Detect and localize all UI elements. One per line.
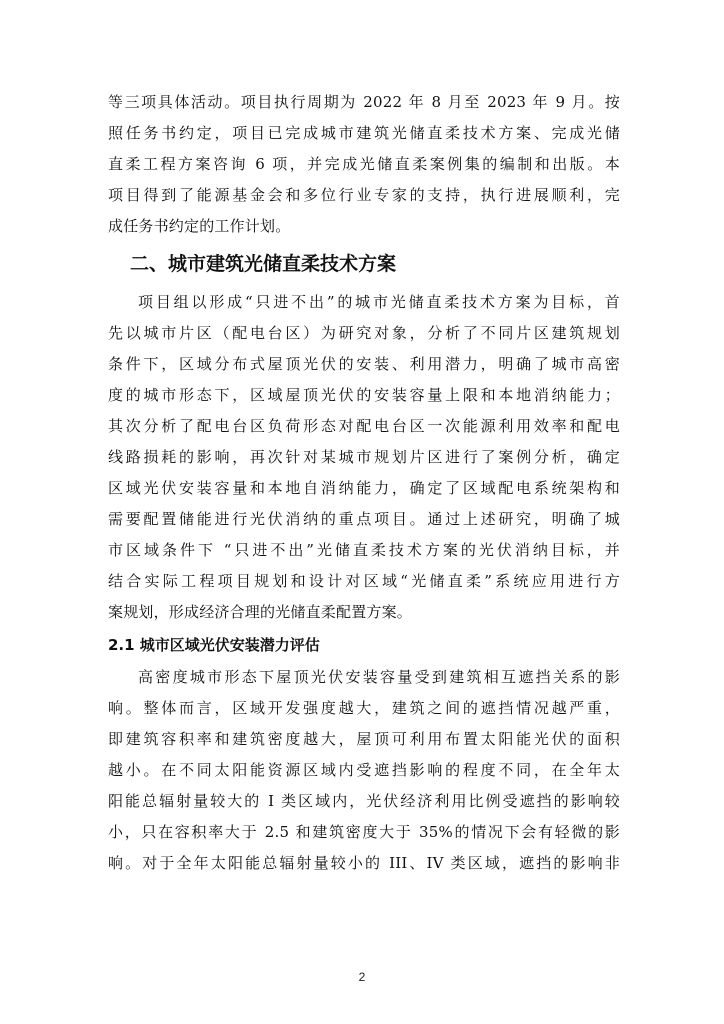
subsection-heading: 2.1 城市区域光伏安装潜力评估 — [108, 636, 320, 654]
paragraph-line: 高密度城市形态下屋顶光伏安装容量受到建筑相互遮挡关系的影 — [138, 668, 620, 686]
page-body — [108, 88, 620, 880]
paragraph-line: 需要配置储能进行光伏消纳的重点项目。通过上述研究，明确了城 — [108, 510, 620, 528]
section-two-paragraph — [108, 288, 620, 626]
paragraph-line: 阳能总辐射量较大的 I 类区域内，光伏经济利用比例受遮挡的影响较 — [108, 792, 620, 810]
paragraph-line: 响。整体而言，区域开发强度越大，建筑之间的遮挡情况越严重， — [108, 699, 620, 717]
subsection-paragraph — [108, 663, 620, 877]
paragraph-line: 小，只在容积率大于 2.5 和建筑密度大于 35%的情况下会有轻微的影 — [108, 823, 620, 841]
paragraph-line: 响。对于全年太阳能总辐射量较小的 III、IV 类区域，遮挡的影响非 — [108, 854, 620, 872]
paragraph-line: 直柔工程方案咨询 6 项，并完成光储直柔案例集的编制和出版。本 — [108, 155, 620, 173]
paragraph-line: 项目得到了能源基金会和多位行业专家的支持，执行进展顺利，完 — [108, 186, 620, 204]
paragraph-line: 条件下，区域分布式屋顶光伏的安装、利用潜力，明确了城市高密 — [108, 355, 620, 373]
paragraph-line: 照任务书约定，项目已完成城市建筑光储直柔技术方案、完成光储 — [108, 124, 620, 142]
paragraph-line: 越小。在不同太阳能资源区域内受遮挡影响的程度不同，在全年太 — [108, 761, 620, 779]
section-heading: 二、城市建筑光储直柔技术方案 — [130, 253, 397, 275]
intro-paragraph — [108, 88, 620, 240]
paragraph-line: 其次分析了配电台区负荷形态对配电台区一次能源利用效率和配电 — [108, 417, 620, 435]
page-number: 2 — [358, 970, 366, 984]
paragraph-line: 等三项具体活动。项目执行周期为 2022 年 8 月至 2023 年 9 月。按 — [108, 93, 620, 111]
paragraph-line: 市区域条件下 “只进不出”光储直柔技术方案的光伏消纳目标，并 — [108, 541, 620, 559]
paragraph-line: 线路损耗的影响，再次针对某城市规划片区进行了案例分析，确定 — [108, 448, 620, 466]
paragraph-line: 先以城市片区（配电台区）为研究对象，分析了不同片区建筑规划 — [108, 324, 620, 342]
paragraph-line: 即建筑容积率和建筑密度越大，屋顶可利用布置太阳能光伏的面积 — [108, 730, 620, 748]
paragraph-line: 区域光伏安装容量和本地自消纳能力，确定了区域配电系统架构和 — [108, 479, 620, 497]
paragraph-line: 案规划，形成经济合理的光储直柔配置方案。 — [108, 603, 413, 621]
paragraph-line: 成任务书约定的工作计划。 — [108, 217, 291, 235]
paragraph-line: 项目组以形成“只进不出”的城市光储直柔技术方案为目标，首 — [138, 293, 620, 311]
paragraph-line: 度的城市形态下，区域屋顶光伏的安装容量上限和本地消纳能力； — [108, 386, 620, 404]
paragraph-line: 结合实际工程项目规划和设计对区域“光储直柔”系统应用进行方 — [108, 572, 620, 590]
